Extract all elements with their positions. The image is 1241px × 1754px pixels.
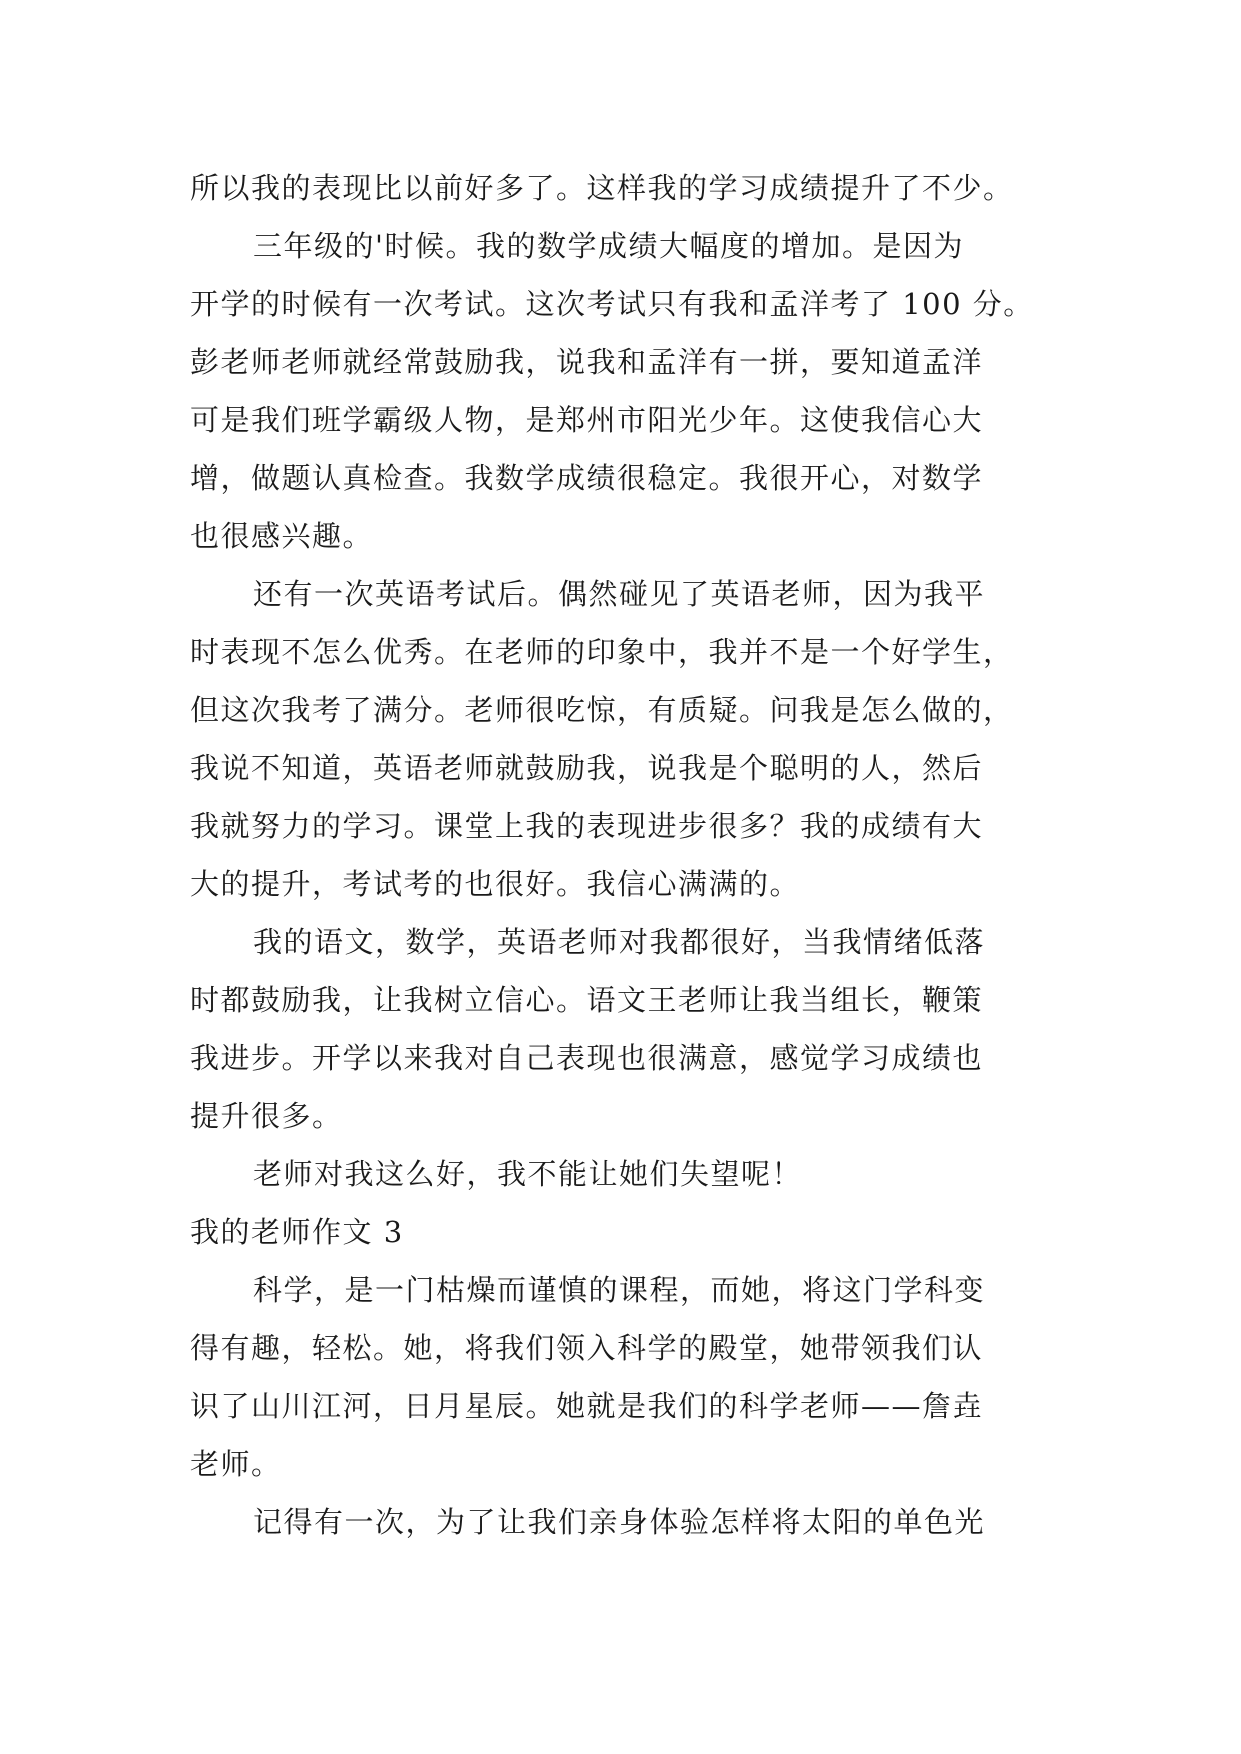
paragraph-start-line: 科学，是一门枯燥而谨慎的课程，而她，将这门学科变 — [253, 1273, 986, 1307]
text-line: 大的提升，考试考的也很好。我信心满满的。 — [190, 867, 801, 901]
text-line: 我就努力的学习。课堂上我的表现进步很多？我的成绩有大 — [190, 809, 984, 843]
text-line: 时都鼓励我，让我树立信心。语文王老师让我当组长，鞭策 — [190, 983, 984, 1017]
text-line: 可是我们班学霸级人物，是郑州市阳光少年。这使我信心大 — [190, 403, 984, 437]
paragraph-start-line: 记得有一次，为了让我们亲身体验怎样将太阳的单色光 — [253, 1505, 986, 1539]
text-line: 我进步。开学以来我对自己表现也很满意，感觉学习成绩也 — [190, 1041, 984, 1075]
text-line: 识了山川江河，日月星辰。她就是我们的科学老师——詹垚 — [190, 1389, 984, 1423]
paragraph-start-line: 老师对我这么好，我不能让她们失望呢！ — [253, 1157, 803, 1191]
section-heading: 我的老师作文 3 — [190, 1215, 404, 1249]
text-line: 时表现不怎么优秀。在老师的印象中，我并不是一个好学生， — [190, 635, 1014, 669]
paragraph-start-line: 还有一次英语考试后。偶然碰见了英语老师，因为我平 — [253, 577, 986, 611]
paragraph-start-line: 三年级的'时候。我的数学成绩大幅度的增加。是因为 — [253, 229, 964, 263]
paragraph-start-line: 我的语文，数学，英语老师对我都很好，当我情绪低落 — [253, 925, 986, 959]
text-line: 老师。 — [190, 1447, 282, 1481]
text-line: 但这次我考了满分。老师很吃惊，有质疑。问我是怎么做的， — [190, 693, 1014, 727]
text-line: 增，做题认真检查。我数学成绩很稳定。我很开心，对数学 — [190, 461, 984, 495]
text-line: 所以我的表现比以前好多了。这样我的学习成绩提升了不少。 — [190, 171, 1014, 205]
text-line: 也很感兴趣。 — [190, 519, 374, 553]
text-line: 开学的时候有一次考试。这次考试只有我和孟洋考了 100 分。 — [190, 287, 1034, 321]
text-line: 我说不知道，英语老师就鼓励我，说我是个聪明的人，然后 — [190, 751, 984, 785]
text-line: 彭老师老师就经常鼓励我，说我和孟洋有一拼，要知道孟洋 — [190, 345, 984, 379]
text-line: 得有趣，轻松。她，将我们领入科学的殿堂，她带领我们认 — [190, 1331, 984, 1365]
text-line: 提升很多。 — [190, 1099, 343, 1133]
